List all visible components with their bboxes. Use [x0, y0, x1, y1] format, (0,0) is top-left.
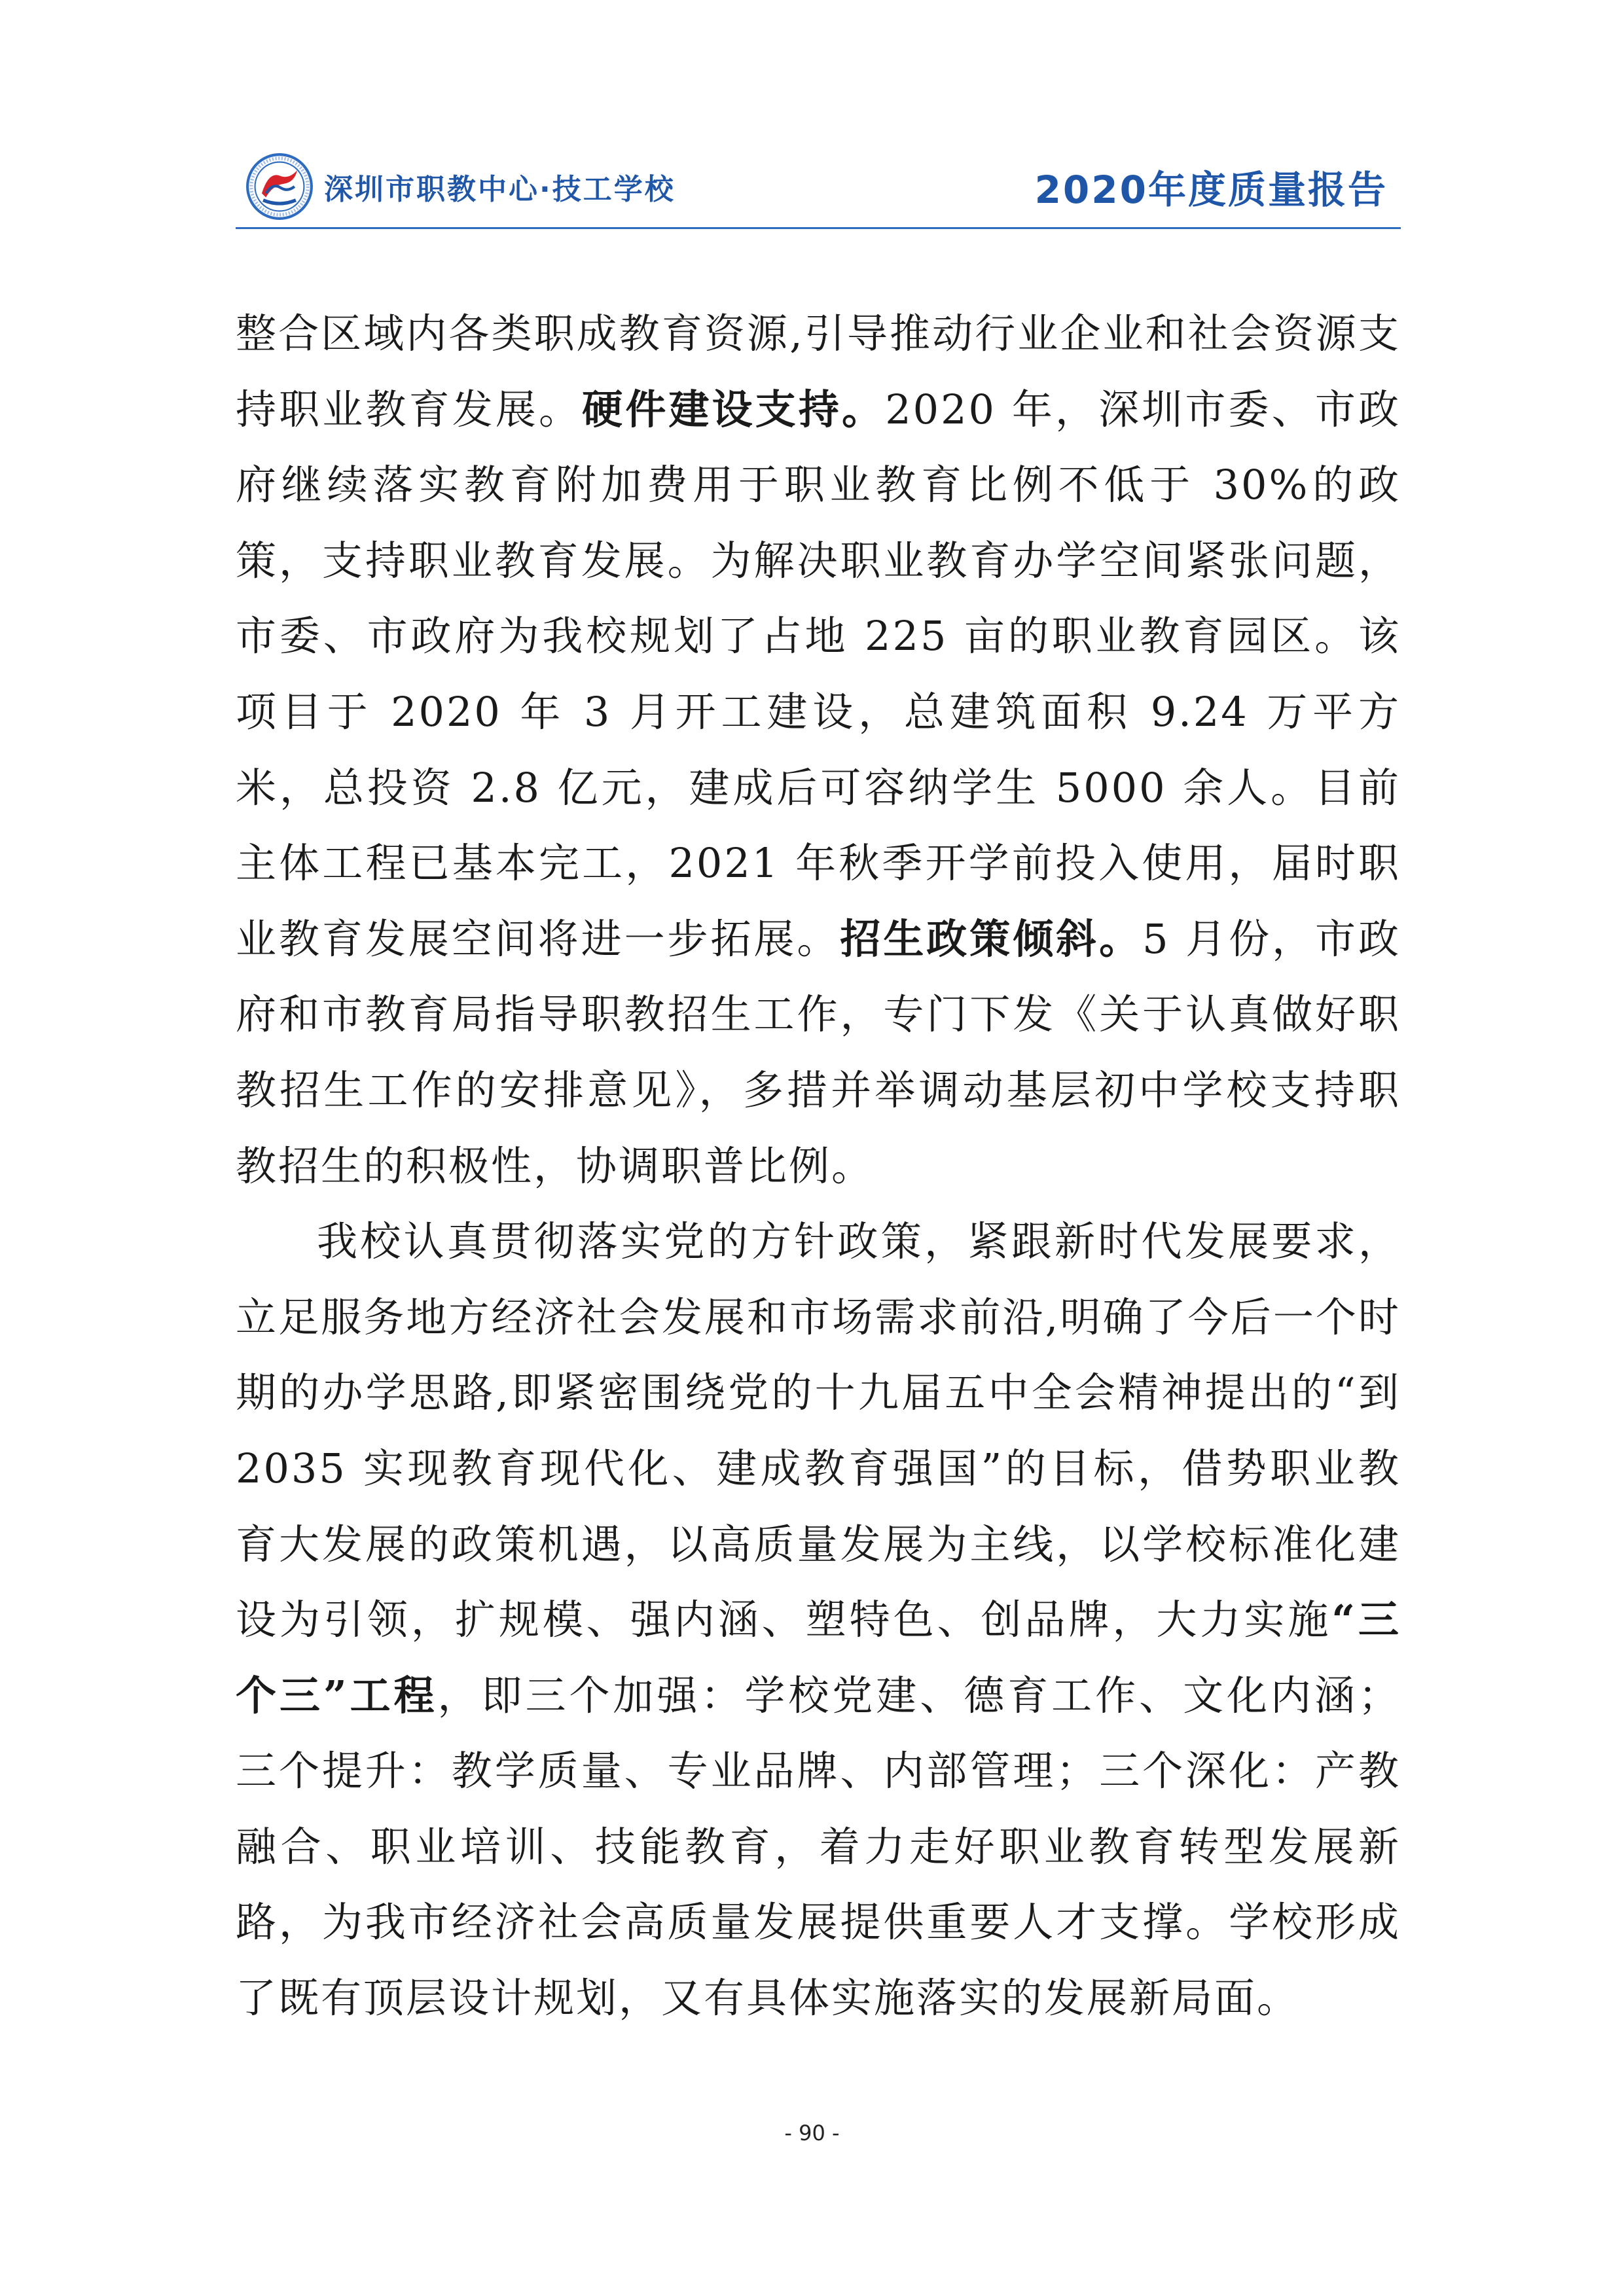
bold-heading-enrollment-policy: 招生政策倾斜。 [840, 914, 1143, 963]
bold-heading-hardware-support: 硬件建设支持。 [582, 385, 886, 433]
report-title: 2020年度质量报告 [1034, 168, 1388, 212]
bold-heading-three-threes-project: “三个三”工程 [236, 1596, 1401, 1719]
text-segment: 我校认真贯彻落实党的方针政策，紧跟新时代发展要求，立足服务地方经济社会发展和市场需求前沿,明确了今后一个时期的办学思路,即紧密围绕党的十九届五中全会精神提出的“到 2035 实现教育现代化、建成教育强国”的目标，借势职业教育大发展的政策机遇，以高质量发展为主线，以学校标准化建设为引领，扩规模、强内涵、塑特色、创品牌，大力实施 [236, 1217, 1401, 1644]
text-segment: ，即三个加强：学校党建、德育工作、文化内涵；三个提升：教学质量、专业品牌、内部管理；三个深化：产教融合、职业培训、技能教育，着力走好职业教育转型发展新路，为我市经济社会高质量发展提供重要人才支撑。学校形成了既有顶层设计规划，又有具体实施落实的发展新局面。 [236, 1671, 1401, 2022]
text-segment: 整合区域内各类职成教育资源,引导推动行业企业和社会资源支持职业教育发展。 [236, 310, 1401, 433]
paragraph-2 [236, 1204, 1401, 2036]
text-segment: 5 月份，市政府和市教育局指导职教招生工作，专门下发《关于认真做好职教招生工作的安排意见》，多措并举调动基层初中学校支持职教招生的积极性，协调职普比例。 [236, 914, 1401, 1190]
school-seal-logo-icon [245, 152, 314, 221]
text-segment: 2020 年，深圳市委、市政府继续落实教育附加费用于职业教育比例不低于 30%的政策，支持职业教育发展。为解决职业教育办学空间紧张问题，市委、市政府为我校规划了占地 225 亩的职业教育园区。该项目于 2020 年 3 月开工建设，总建筑面积 9.24 万平方米，总投资 2.8 亿元，建成后可容纳学生 5000 余人。目前主体工程已基本完工，2021 年秋季开学前投入使用，届时职业教育发展空间将进一步拓展。 [236, 385, 1401, 963]
school-name: 深圳市职教中心·技工学校 [324, 173, 676, 206]
page-number: - 90 - [784, 2121, 840, 2145]
header-divider [236, 227, 1401, 229]
body-text [236, 296, 1401, 2036]
paragraph-1 [236, 296, 1401, 1204]
page-header [236, 147, 1401, 227]
